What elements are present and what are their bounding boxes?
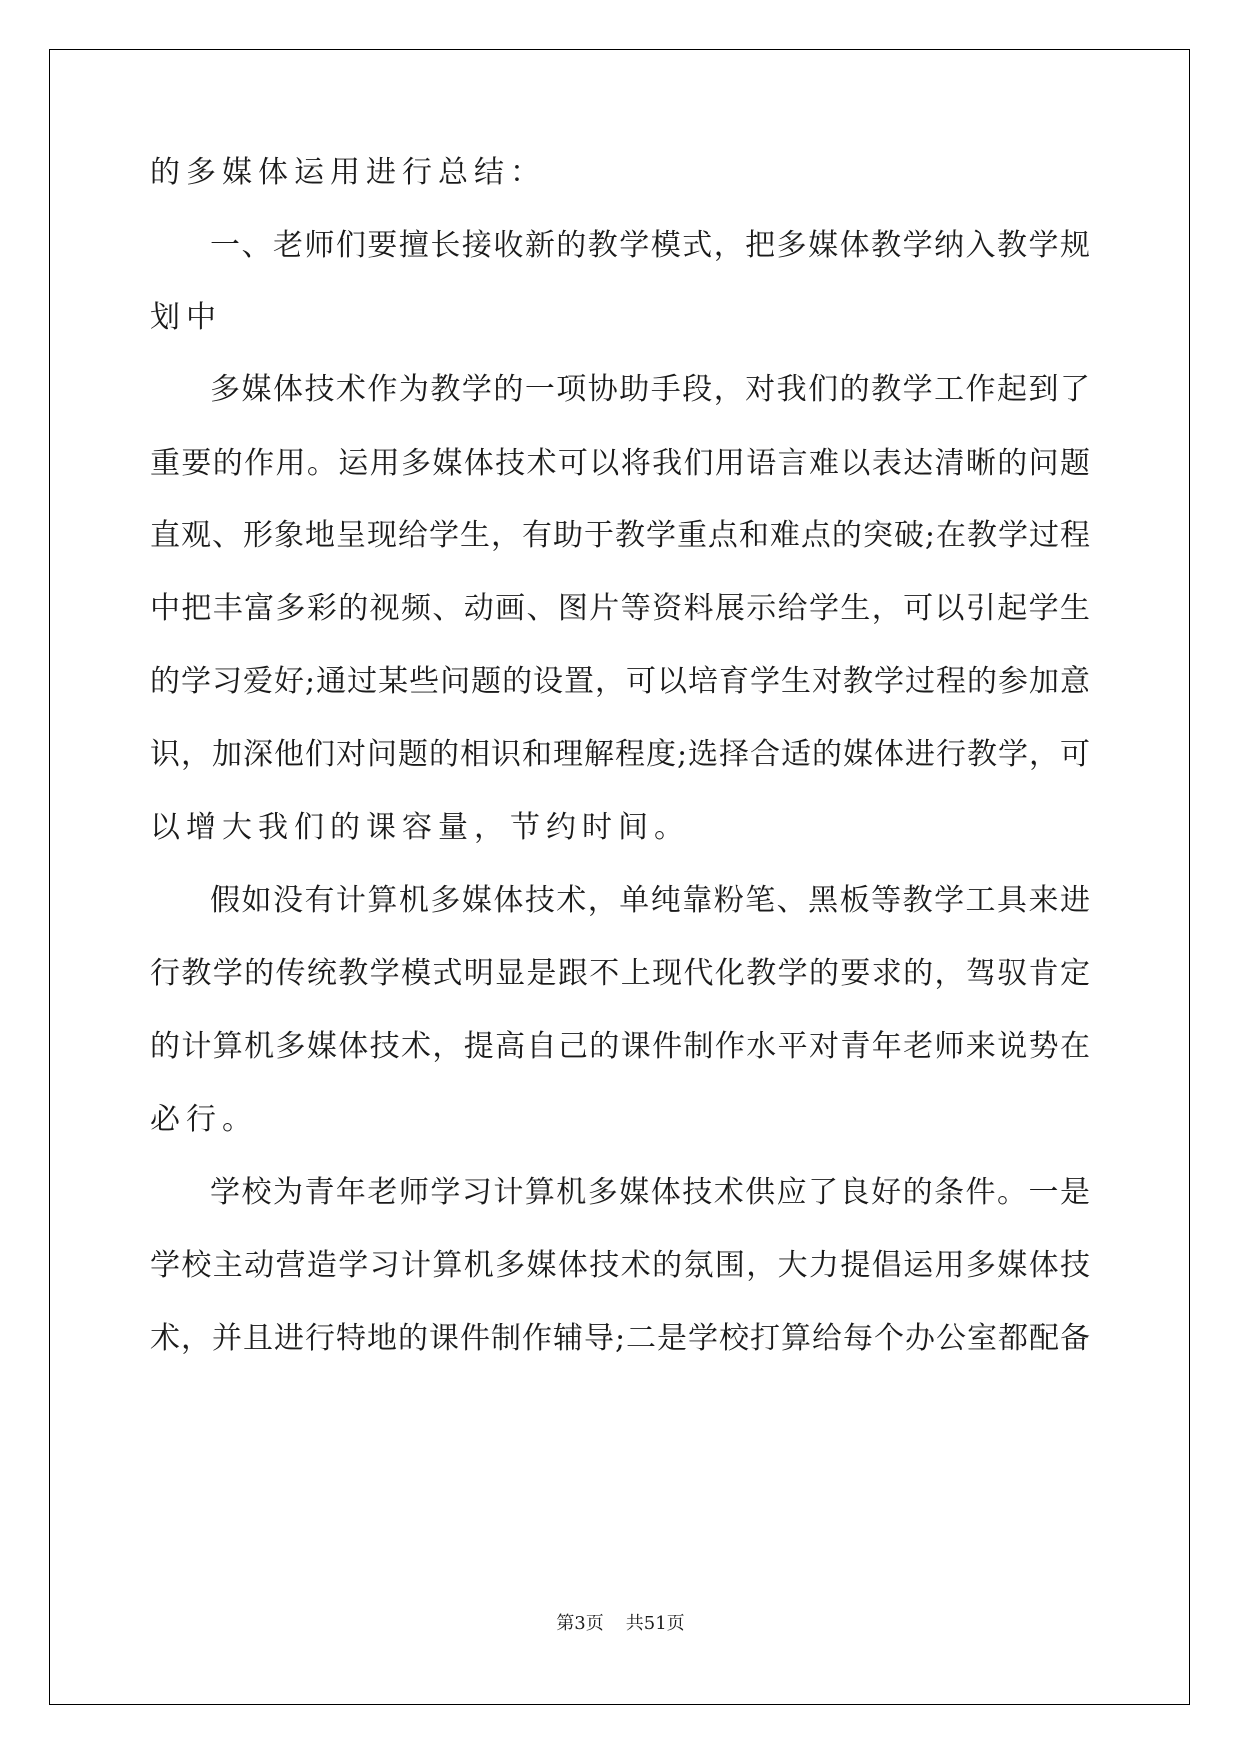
- paragraph-line: 学校为青年老师学习计算机多媒体技术供应了良好的条件。一是: [210, 1175, 1090, 1210]
- page-border: [49, 49, 1190, 1705]
- heading-line: 划中: [150, 300, 222, 335]
- text-line: 的多媒体运用进行总结：: [150, 155, 546, 190]
- page-total: 共51页: [625, 1613, 685, 1634]
- heading-line: 一、老师们要擅长接收新的教学模式，把多媒体教学纳入教学规: [210, 228, 1090, 263]
- page-number: 第3页: [556, 1613, 604, 1634]
- page-footer: [0, 1613, 1241, 1635]
- paragraph-line: 假如没有计算机多媒体技术，单纯靠粉笔、黑板等教学工具来进: [210, 883, 1090, 918]
- paragraph-line: 术，并且进行特地的课件制作辅导;二是学校打算给每个办公室都配备: [150, 1321, 1090, 1356]
- paragraph-line: 中把丰富多彩的视频、动画、图片等资料展示给学生，可以引起学生: [150, 591, 1090, 626]
- paragraph-line: 的学习爱好;通过某些问题的设置，可以培育学生对教学过程的参加意: [150, 664, 1090, 699]
- paragraph-line: 重要的作用。运用多媒体技术可以将我们用语言难以表达清晰的问题: [150, 446, 1090, 481]
- paragraph-line: 以增大我们的课容量，节约时间。: [150, 810, 690, 845]
- paragraph-line: 行教学的传统教学模式明显是跟不上现代化教学的要求的，驾驭肯定: [150, 956, 1090, 991]
- paragraph-line: 的计算机多媒体技术，提高自己的课件制作水平对青年老师来说势在: [150, 1029, 1090, 1064]
- paragraph-line: 识，加深他们对问题的相识和理解程度;选择合适的媒体进行教学，可: [150, 737, 1090, 772]
- paragraph-line: 直观、形象地呈现给学生，有助于教学重点和难点的突破;在教学过程: [150, 518, 1090, 553]
- paragraph-line: 多媒体技术作为教学的一项协助手段，对我们的教学工作起到了: [210, 372, 1090, 407]
- paragraph-line: 必行。: [150, 1102, 258, 1137]
- paragraph-line: 学校主动营造学习计算机多媒体技术的氛围，大力提倡运用多媒体技: [150, 1248, 1090, 1283]
